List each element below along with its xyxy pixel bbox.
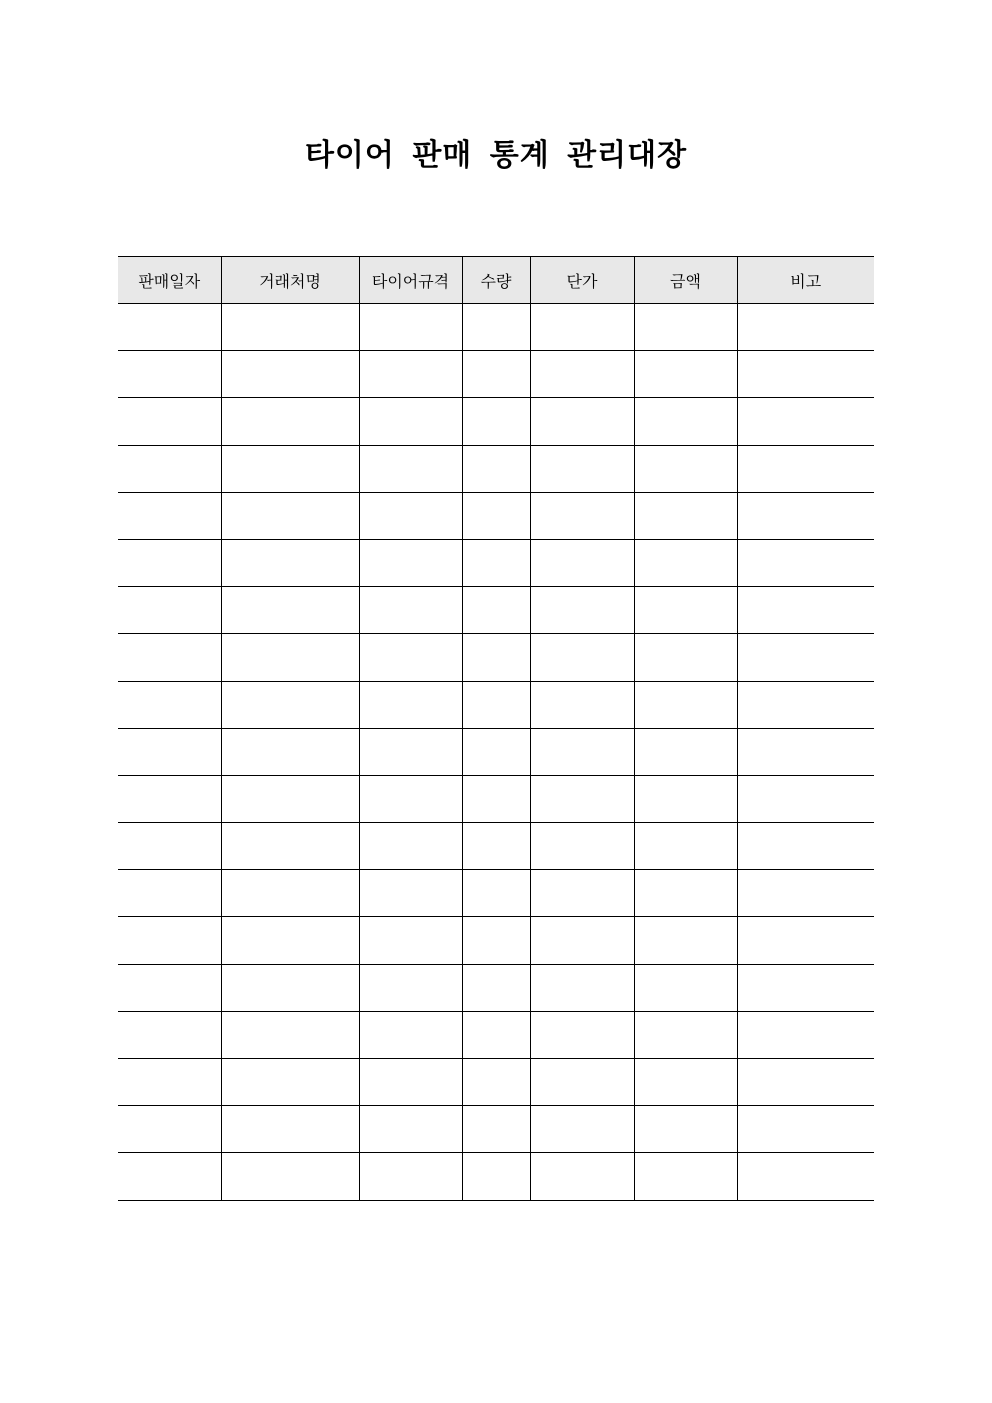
quantity-cell[interactable] [462,823,530,870]
client-name-cell[interactable] [221,398,359,445]
table-row [118,634,874,681]
tire-spec-cell[interactable] [359,492,462,539]
sale-date-cell[interactable] [118,634,221,681]
sale-date-cell[interactable] [118,351,221,398]
sale-date-cell[interactable] [118,587,221,634]
unit-price-cell[interactable] [530,1059,634,1106]
tire-spec-cell[interactable] [359,587,462,634]
quantity-cell[interactable] [462,1011,530,1058]
quantity-cell[interactable] [462,1059,530,1106]
remarks-cell[interactable] [737,492,874,539]
client-name-cell[interactable] [221,304,359,351]
table-row [118,1106,874,1153]
sale-date-cell[interactable] [118,1153,221,1200]
table-row [118,445,874,492]
client-name-cell[interactable] [221,1059,359,1106]
unit-price-cell[interactable] [530,634,634,681]
sale-date-cell[interactable] [118,917,221,964]
unit-price-cell[interactable] [530,1011,634,1058]
remarks-cell[interactable] [737,398,874,445]
tire-spec-cell[interactable] [359,681,462,728]
unit-price-cell[interactable] [530,775,634,822]
sale-date-cell[interactable] [118,1011,221,1058]
tire-spec-cell[interactable] [359,964,462,1011]
table-row [118,775,874,822]
tire-spec-cell[interactable] [359,1153,462,1200]
sale-date-cell[interactable] [118,681,221,728]
quantity-cell[interactable] [462,964,530,1011]
sale-date-cell[interactable] [118,728,221,775]
tire-spec-cell[interactable] [359,870,462,917]
quantity-cell[interactable] [462,445,530,492]
tire-spec-cell[interactable] [359,823,462,870]
client-name-cell[interactable] [221,634,359,681]
unit-price-cell[interactable] [530,1106,634,1153]
table-row [118,964,874,1011]
sales-ledger-table [118,256,874,1201]
client-name-cell[interactable] [221,587,359,634]
client-name-cell[interactable] [221,1153,359,1200]
remarks-cell[interactable] [737,587,874,634]
unit-price-cell[interactable] [530,304,634,351]
sale-date-cell[interactable] [118,1059,221,1106]
quantity-cell[interactable] [462,917,530,964]
client-name-cell[interactable] [221,823,359,870]
tire-spec-cell[interactable] [359,728,462,775]
table-row [118,917,874,964]
unit-price-cell[interactable] [530,539,634,586]
tire-spec-cell[interactable] [359,1059,462,1106]
header-unit-price: 단가 [530,257,634,304]
sale-date-cell[interactable] [118,492,221,539]
unit-price-cell[interactable] [530,1153,634,1200]
table-row [118,1059,874,1106]
sale-date-cell[interactable] [118,870,221,917]
unit-price-cell[interactable] [530,917,634,964]
remarks-cell[interactable] [737,539,874,586]
amount-cell[interactable] [634,681,737,728]
table-row [118,304,874,351]
quantity-cell[interactable] [462,398,530,445]
sale-date-cell[interactable] [118,304,221,351]
client-name-cell[interactable] [221,681,359,728]
sale-date-cell[interactable] [118,398,221,445]
amount-cell[interactable] [634,823,737,870]
table-row [118,728,874,775]
amount-cell[interactable] [634,1106,737,1153]
quantity-cell[interactable] [462,587,530,634]
remarks-cell[interactable] [737,775,874,822]
amount-cell[interactable] [634,587,737,634]
amount-cell[interactable] [634,398,737,445]
table-row [118,1011,874,1058]
remarks-cell[interactable] [737,728,874,775]
amount-cell[interactable] [634,634,737,681]
client-name-cell[interactable] [221,445,359,492]
amount-cell[interactable] [634,775,737,822]
quantity-cell[interactable] [462,775,530,822]
tire-spec-cell[interactable] [359,539,462,586]
sale-date-cell[interactable] [118,1106,221,1153]
header-amount: 금액 [634,257,737,304]
table-row [118,681,874,728]
tire-spec-cell[interactable] [359,1011,462,1058]
remarks-cell[interactable] [737,917,874,964]
client-name-cell[interactable] [221,964,359,1011]
sale-date-cell[interactable] [118,775,221,822]
remarks-cell[interactable] [737,351,874,398]
sale-date-cell[interactable] [118,964,221,1011]
unit-price-cell[interactable] [530,823,634,870]
quantity-cell[interactable] [462,1153,530,1200]
sale-date-cell[interactable] [118,823,221,870]
tire-spec-cell[interactable] [359,917,462,964]
unit-price-cell[interactable] [530,728,634,775]
remarks-cell[interactable] [737,1153,874,1200]
tire-spec-cell[interactable] [359,304,462,351]
quantity-cell[interactable] [462,870,530,917]
tire-spec-cell[interactable] [359,1106,462,1153]
header-sale-date: 판매일자 [118,257,221,304]
quantity-cell[interactable] [462,539,530,586]
quantity-cell[interactable] [462,351,530,398]
remarks-cell[interactable] [737,681,874,728]
amount-cell[interactable] [634,1059,737,1106]
client-name-cell[interactable] [221,492,359,539]
amount-cell[interactable] [634,728,737,775]
remarks-cell[interactable] [737,823,874,870]
remarks-cell[interactable] [737,304,874,351]
amount-cell[interactable] [634,870,737,917]
remarks-cell[interactable] [737,1059,874,1106]
amount-cell[interactable] [634,445,737,492]
amount-cell[interactable] [634,539,737,586]
amount-cell[interactable] [634,1153,737,1200]
unit-price-cell[interactable] [530,587,634,634]
quantity-cell[interactable] [462,681,530,728]
quantity-cell[interactable] [462,728,530,775]
sale-date-cell[interactable] [118,539,221,586]
table-row [118,398,874,445]
amount-cell[interactable] [634,1011,737,1058]
unit-price-cell[interactable] [530,398,634,445]
header-client-name: 거래처명 [221,257,359,304]
client-name-cell[interactable] [221,775,359,822]
table-row [118,492,874,539]
remarks-cell[interactable] [737,964,874,1011]
header-remarks: 비고 [737,257,874,304]
amount-cell[interactable] [634,304,737,351]
quantity-cell[interactable] [462,492,530,539]
sale-date-cell[interactable] [118,445,221,492]
tire-spec-cell[interactable] [359,775,462,822]
client-name-cell[interactable] [221,539,359,586]
amount-cell[interactable] [634,917,737,964]
unit-price-cell[interactable] [530,492,634,539]
document-title: 타이어 판매 통계 관리대장 [304,138,688,173]
unit-price-cell[interactable] [530,351,634,398]
client-name-cell[interactable] [221,728,359,775]
tire-spec-cell[interactable] [359,445,462,492]
tire-spec-cell[interactable] [359,634,462,681]
quantity-cell[interactable] [462,1106,530,1153]
unit-price-cell[interactable] [530,964,634,1011]
tire-spec-cell[interactable] [359,398,462,445]
table-row [118,539,874,586]
quantity-cell[interactable] [462,634,530,681]
table-body [118,304,874,1201]
amount-cell[interactable] [634,964,737,1011]
table-row [118,1153,874,1200]
remarks-cell[interactable] [737,1011,874,1058]
table-row [118,351,874,398]
client-name-cell[interactable] [221,1011,359,1058]
client-name-cell[interactable] [221,917,359,964]
remarks-cell[interactable] [737,1106,874,1153]
tire-spec-cell[interactable] [359,351,462,398]
remarks-cell[interactable] [737,445,874,492]
client-name-cell[interactable] [221,351,359,398]
quantity-cell[interactable] [462,304,530,351]
header-quantity: 수량 [462,257,530,304]
client-name-cell[interactable] [221,870,359,917]
table-row [118,823,874,870]
header-tire-spec: 타이어규격 [359,257,462,304]
unit-price-cell[interactable] [530,445,634,492]
table-header-row [118,257,874,304]
table-row [118,870,874,917]
table-row [118,587,874,634]
unit-price-cell[interactable] [530,681,634,728]
remarks-cell[interactable] [737,634,874,681]
unit-price-cell[interactable] [530,870,634,917]
client-name-cell[interactable] [221,1106,359,1153]
amount-cell[interactable] [634,351,737,398]
amount-cell[interactable] [634,492,737,539]
remarks-cell[interactable] [737,870,874,917]
